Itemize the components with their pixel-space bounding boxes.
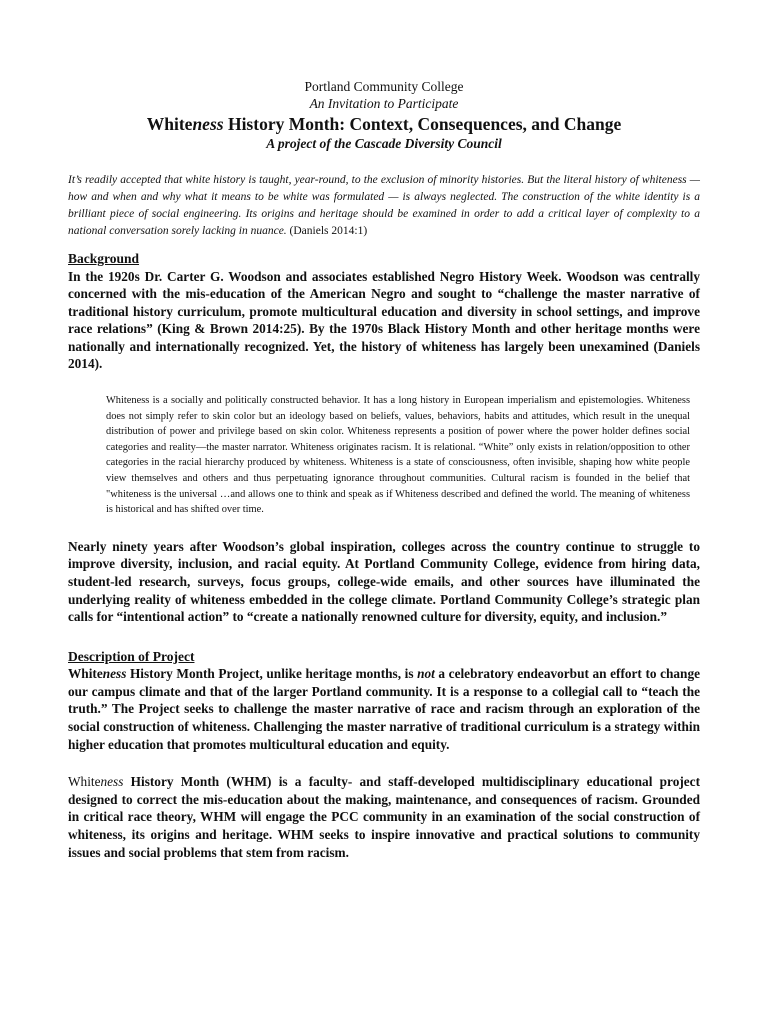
document-subtitle: A project of the Cascade Diversity Council	[266, 136, 502, 151]
description-paragraph-2	[68, 773, 700, 861]
title-ness: ness	[192, 114, 224, 134]
document-page	[68, 78, 700, 861]
p1-white: White	[68, 666, 103, 682]
p1-ness: ness	[102, 666, 127, 682]
invitation-line: An Invitation to Participate	[309, 96, 459, 111]
intro-text: It’s readily accepted that white history is taught, year-round, to the exclusion of minority histories. But the literal history of whiteness — how and when and why what it means to be white was formulated — is always neglected. The construction of the white identity is a brilliant piece of social engineering. Its origins and heritage should be examined in order to add a critical layer of complexity to a national conversation sorely lacking in nuance.	[68, 174, 700, 237]
p1-text-b: a celebratory endeavorbut an effort to change our campus climate and that of the larger Portland community. It is a response to a collegial call to “teach the truth.” The Project seeks to challenge the master narrative of race and racism through an exploration of the social construction of whiteness. Challenging the master narrative of traditional curriculum is a strategy within higher education that promotes multicultural education and equity.	[68, 666, 701, 752]
background-paragraph: In the 1920s Dr. Carter G. Woodson and associates established Negro History Week. Woodson was centrally concerned with the mis-education of the American Negro and sought to “challenge the master narrative of traditional history curriculum, promote multicultural education and diversity in school settings, and improve race relations” (King & Brown 2014:25). By the 1970s Black History Month and other heritage months were nationally and internationally recognized. Yet, the history of whiteness has largely been unexamined (Daniels 2014).	[68, 268, 700, 372]
title-rest: History Month: Context, Consequences, and Change	[223, 114, 622, 134]
followup-paragraph: Nearly ninety years after Woodson’s global inspiration, colleges across the country continue to struggle to improve diversity, inclusion, and racial equity. At Portland Community College, evidence from hiring data, student-led research, surveys, focus groups, college-wide emails, and other sources have illuminated the underlying reality of whiteness embedded in the college climate. Portland Community College’s strategic plan calls for “intentional action” to “create a nationally renowned culture for diversity, equity, and inclusion.”	[68, 538, 700, 625]
p2-ness: ness	[100, 774, 124, 790]
p1-text-a: History Month Project, unlike heritage months, is	[126, 666, 418, 682]
p2-text: History Month (WHM) is a faculty- and staff-developed multidisciplinary educational project designed to correct the mis-education about the making, maintenance, and consequences of racism. Grounded in critical race theory, WHM will engage the PCC community in an examination of the social construction of whiteness, its origins and heritage. WHM seeks to inspire innovative and practical solutions to community issues and social problems that stem from racism.	[68, 774, 700, 860]
intro-quote	[68, 172, 700, 240]
title-white: White	[146, 114, 193, 134]
intro-citation: (Daniels 2014:1)	[286, 225, 368, 237]
document-title	[68, 113, 700, 135]
college-name: Portland Community College	[304, 79, 464, 94]
description-paragraph-1	[68, 665, 700, 753]
whiteness-block-quote: Whiteness is a socially and politically constructed behavior. It has a long history in European imperialism and epistemologies. Whiteness does not simply refer to skin color but an ideology based on beliefs, values, behaviors, habits and attitudes, which result in the unequal distribution of power and privilege based on skin color. Whiteness represents a position of power where the power holder defines social categories and reality—the master narrator. Whiteness originates racism. It is relational. “White” only exists in relation/opposition to other categories in the racial hierarchy produced by whiteness. Whiteness is a state of consciousness, often invisible, shaping how white people view themselves and others and thus perpetuating ignorance throughout communities. Cultural racism is founded in the belief that "whiteness is the universal …and allows one to think and speak as if Whiteness described and defined the world. The meaning of whiteness is historical and has shifted over time.	[106, 395, 690, 516]
p2-white: White	[68, 774, 101, 790]
section-heading-description: Description of Project	[68, 648, 195, 664]
section-heading-background: Background	[68, 251, 140, 266]
document-header	[68, 78, 700, 152]
p1-not: not	[417, 666, 435, 682]
